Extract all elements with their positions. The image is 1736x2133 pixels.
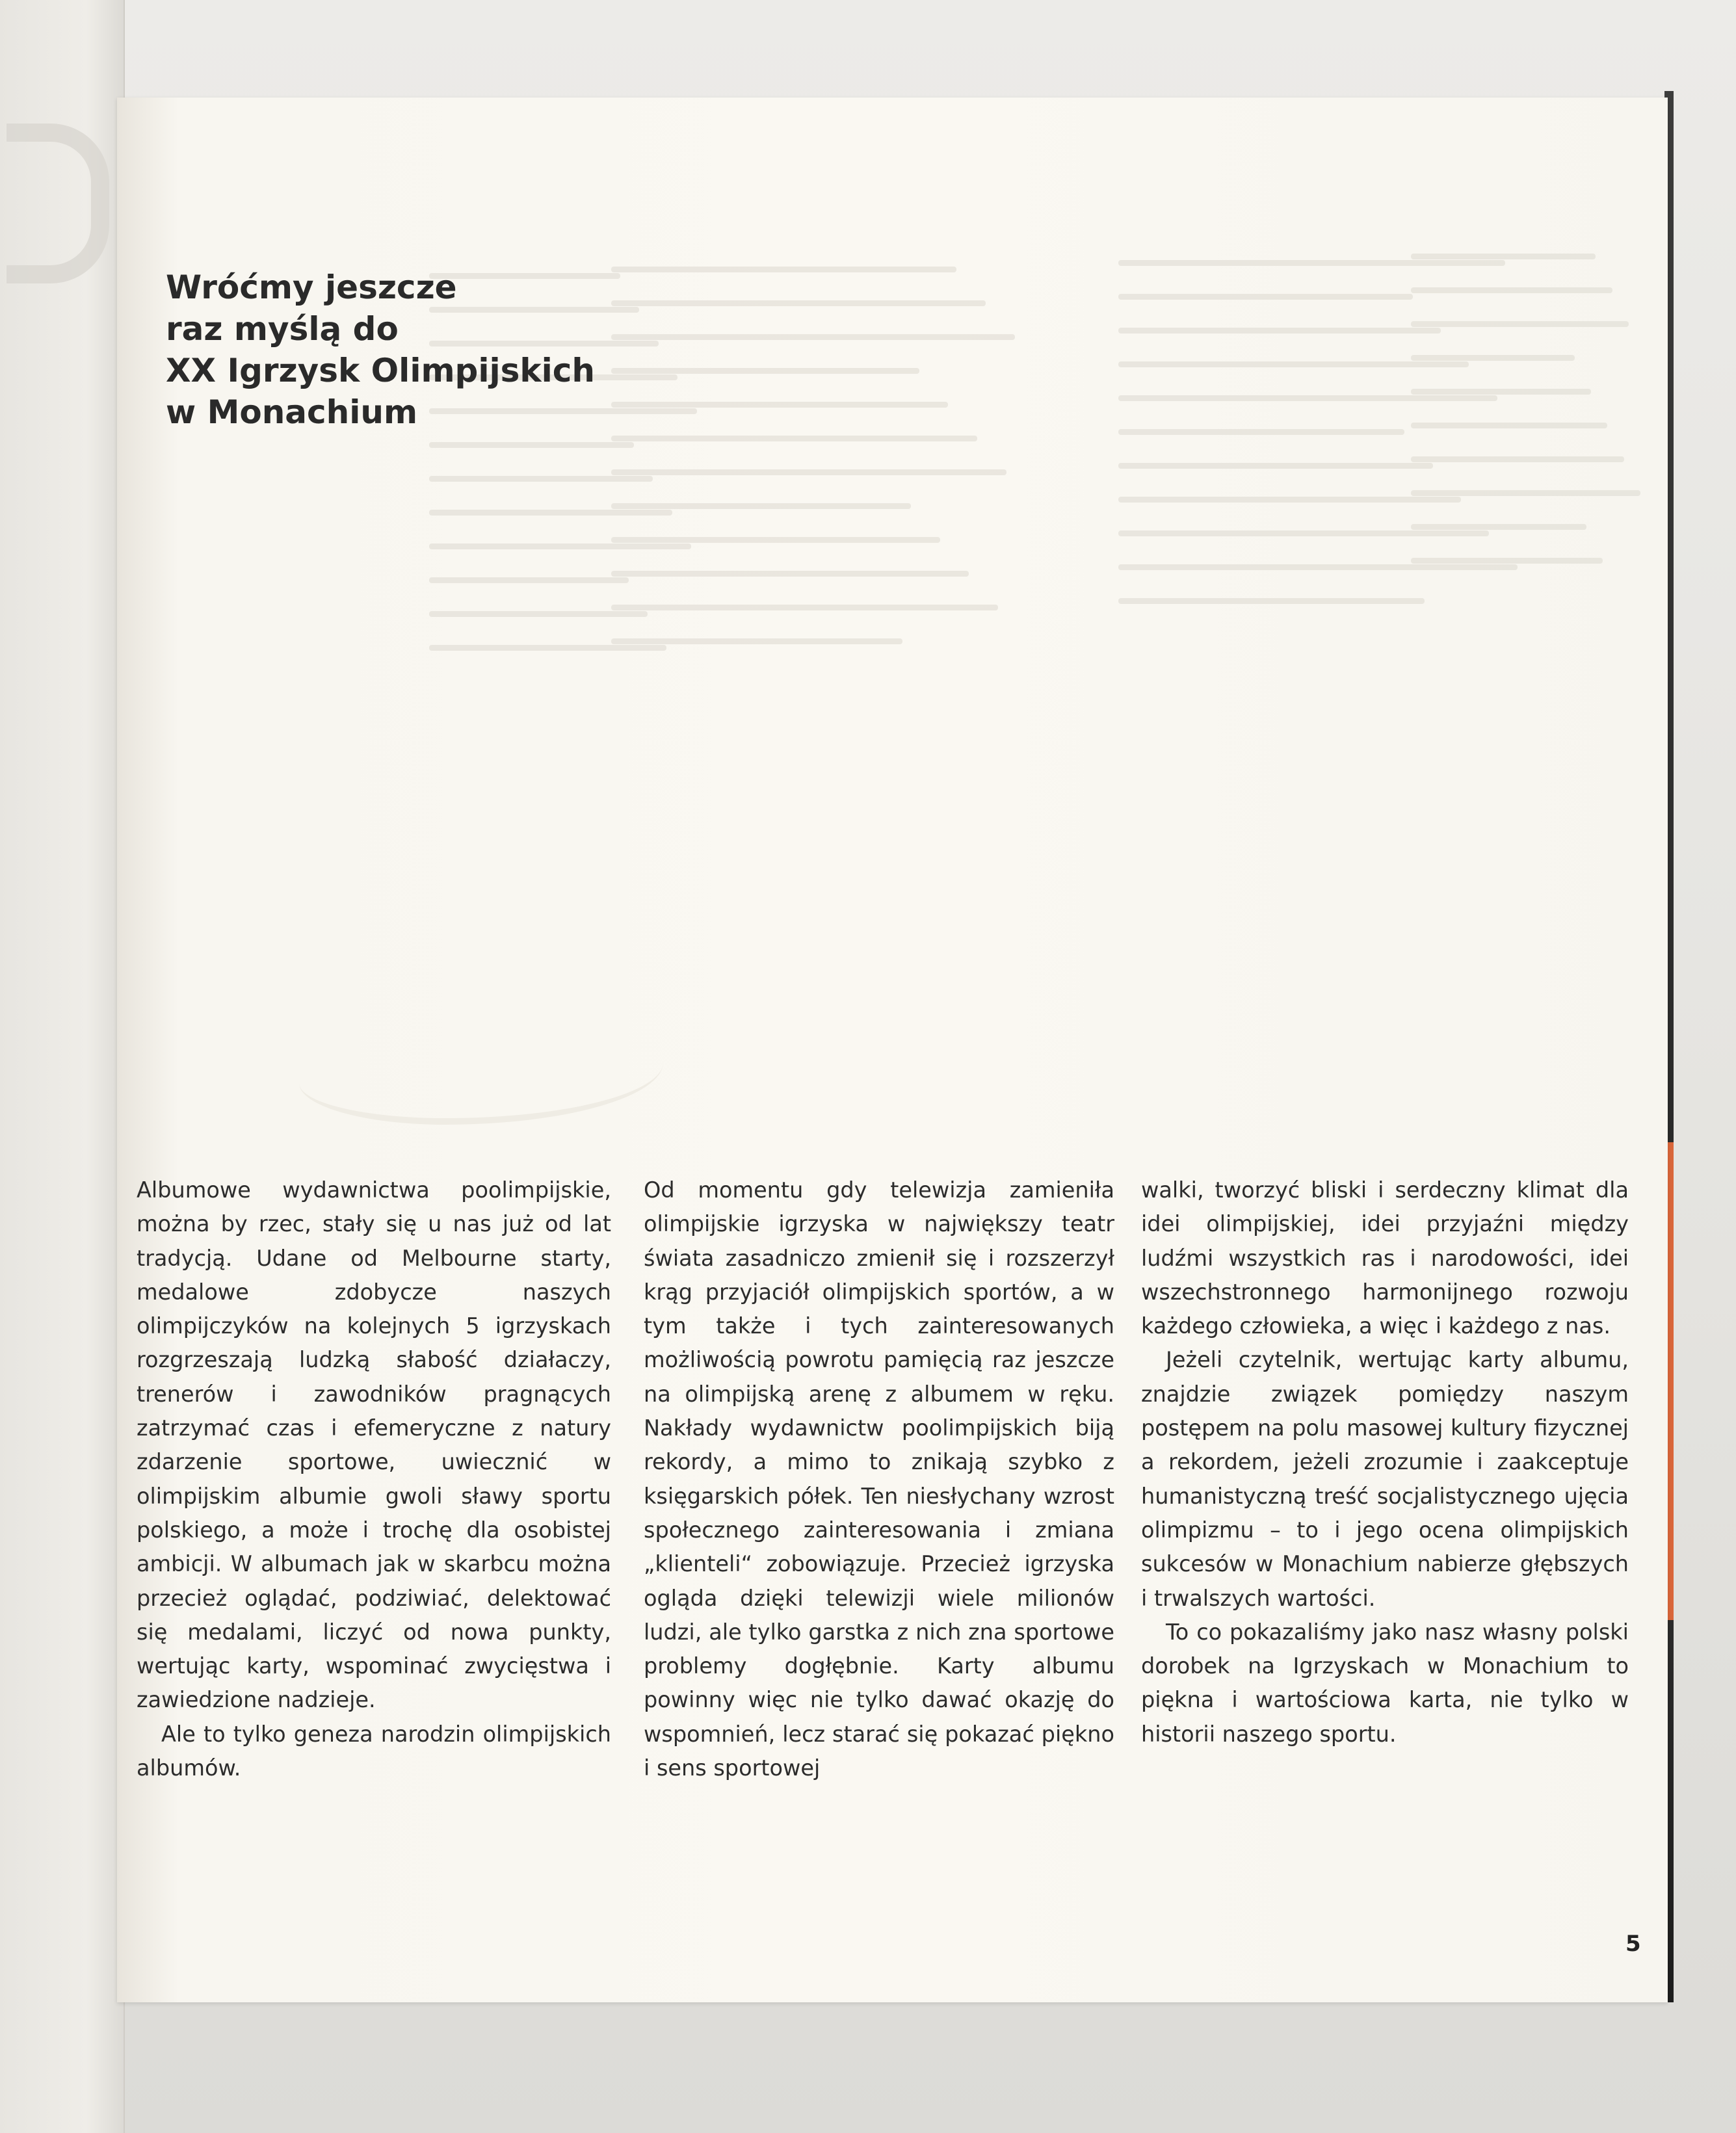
title-line: w Monachium [166, 393, 418, 431]
title-line: Wróćmy jeszcze [166, 268, 457, 306]
text-column-1 [137, 1173, 611, 1785]
show-through-line [611, 469, 1006, 475]
show-through-line [1118, 328, 1441, 334]
page-title [166, 267, 634, 433]
show-through-line [1118, 429, 1404, 435]
show-through-line [611, 605, 998, 610]
text-column-3 [1141, 1173, 1629, 1751]
title-line: XX Igrzysk Olimpijskich [166, 352, 596, 389]
show-through-line [611, 334, 1015, 340]
paragraph: Jeżeli czytelnik, wertując karty albumu, znajdzie związek pomiędzy naszym postępem na polu masowej kultury fizycznej a rekordem, jeżeli zrozumie i zaakceptuje humanistyczną treść socjalistycznego ujęcia olimpizmu – to i jego ocena olimpijskich sukcesów w Monachium nabierze głębszych i trwalszych wartości. [1141, 1347, 1629, 1611]
show-through-text [611, 267, 1027, 672]
paragraph: Albumowe wydawnictwa poolimpijskie, można by rzec, stały się u nas już od lat tradycją. Udane od Melbourne starty, medalowe zdobycze naszych olimpijczyków na kolejnych 5 igrzyskach rozgrzeszają ludzką słabość działaczy, trenerów i zawodników pragnących zatrzymać czas i efemeryczne z natury zdarzenie sportowe, uwiecznić w olimpijskim albumie gwoli sławy sportu polskiego, a może i trochę dla osobistej ambicji. W albumach jak w skarbcu można przecież oglądać, podziwiać, delektować się medalami, liczyć od nowa punkty, wertując karty, wspominać zwycięstwa i zawiedzione nadzieje. [137, 1177, 611, 1713]
show-through-line [611, 436, 977, 441]
page-number: 5 [1625, 1931, 1641, 1957]
text-column-2 [644, 1173, 1114, 1785]
show-through-line [429, 577, 629, 583]
paragraph: To co pokazaliśmy jako nasz własny polski dorobek na Igrzyskach w Monachium to piękna i wartościowa karta, nie tylko w historii naszego sportu. [1141, 1619, 1629, 1747]
show-through-line [611, 368, 919, 374]
show-through-line [1411, 254, 1596, 259]
previous-page-letter-shape [7, 124, 109, 283]
book-page [117, 98, 1668, 2002]
show-through-line [1118, 497, 1461, 503]
show-through-line [1118, 294, 1413, 300]
show-through-line [1411, 524, 1586, 530]
show-through-line [611, 537, 940, 543]
paragraph: walki, tworzyć bliski i serdeczny klimat dla idei olimpijskiej, idei przyjaźni między ludźmi wszystkich ras i narodowości, idei wszechstronnego harmonijnego rozwoju każdego człowieka, a więc i każdego z nas. [1141, 1177, 1629, 1339]
show-through-line [1411, 423, 1607, 428]
show-through-line [1118, 598, 1425, 604]
show-through-line [611, 267, 956, 272]
show-through-line [611, 638, 902, 644]
show-through-line [611, 571, 969, 577]
show-through-line [1411, 321, 1629, 327]
show-through-line [1118, 463, 1433, 469]
show-through-line [1411, 355, 1575, 361]
previous-page-edge [0, 0, 125, 2133]
paragraph: Od momentu gdy telewizja zamieniła olimpijskie igrzyska w największy teatr świata zasadniczo zmienił się i rozszerzył krąg przyjaciół olimpijskich sportów, a w tym także i tych zainteresowanych możliwością powrotu pamięcią raz jeszcze na olimpijską arenę z albumem w ręku. Nakłady wydawnictw poolimpijskich biją rekordy, a mimo to znikają szybko z księgarskich półek. Ten niesłychany wzrost społecznego zainteresowania i zmiana „klienteli“ zobowiązuje. Przecież igrzyska ogląda dzięki telewizji wiele milionów ludzi, ale tylko garstka z nich zna sportowe problemy dogłębnie. Karty albumu powinny więc nie tylko dawać okazję do wspomnień, lecz starać się pokazać piękno i sens sportowej [644, 1177, 1114, 1781]
show-through-line [1411, 287, 1612, 293]
show-through-line [1411, 490, 1640, 496]
show-through-line [611, 300, 986, 306]
show-through-line [1411, 389, 1591, 395]
show-through-line [611, 402, 948, 408]
show-through-line [1411, 558, 1603, 564]
title-line: raz myślą do [166, 310, 399, 348]
paragraph: Ale to tylko geneza narodzin olimpijskich albumów. [137, 1721, 611, 1781]
show-through-signature [299, 1021, 663, 1125]
show-through-line [611, 503, 911, 509]
show-through-line [429, 442, 634, 448]
show-through-text [1411, 254, 1645, 592]
show-through-line [1411, 456, 1624, 462]
